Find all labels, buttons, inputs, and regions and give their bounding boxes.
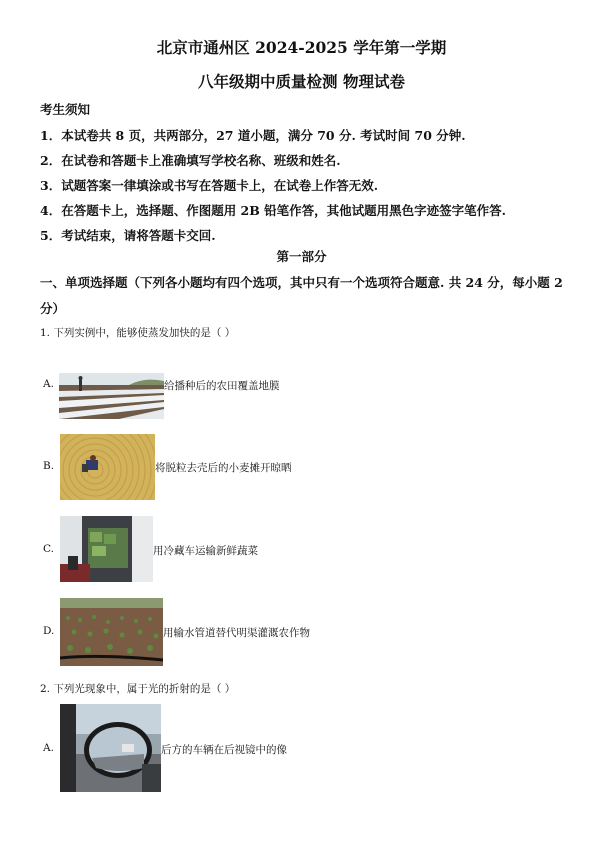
q1-option-b-text: 将脱粒去壳后的小麦摊开晾晒: [155, 462, 292, 474]
q2-option-a-label: A.: [43, 742, 54, 754]
q1-option-d-text: 用输水管道替代明渠灌溉农作物: [163, 627, 310, 639]
notice-rule-1: 1．本试卷共 8 页，共两部分，27 道小题，满分 70 分. 考试时间 70 分钟.: [40, 128, 466, 143]
q1-option-b-label: B.: [43, 460, 55, 472]
section-heading-cont: 分）: [40, 301, 66, 316]
exam-title-line2: 八年级期中质量检测 物理试卷: [198, 72, 405, 91]
q1-option-a-text: 给播种后的农田覆盖地膜: [164, 380, 280, 392]
refrigerated-truck-image: [60, 516, 153, 582]
part-heading: 第一部分: [276, 249, 327, 264]
irrigation-pipe-field-image: [60, 598, 163, 666]
q1-option-d-label: D.: [43, 625, 55, 637]
drying-wheat-image: [60, 434, 155, 500]
notice-rule-4: 4．在答题卡上，选择题、作图题用 2B 铅笔作答，其他试题用黑色字迹签字笔作答.: [40, 203, 507, 218]
notice-rule-3: 3．试题答案一律填涂或书写在答题卡上，在试卷上作答无效.: [40, 178, 379, 193]
q1-option-c-text: 用冷藏车运输新鲜蔬菜: [153, 545, 258, 557]
notice-rule-2: 2．在试卷和答题卡上准确填写学校名称、班级和姓名.: [40, 153, 341, 168]
section-heading: 一、单项选择题（下列各小题均有四个选项，其中只有一个选项符合题意. 共 24 分，每小题 2: [40, 275, 563, 290]
notice-heading: 考生须知: [40, 102, 91, 117]
plastic-mulch-field-image: [59, 373, 164, 419]
q1-option-c-label: C.: [43, 543, 54, 555]
q2-option-a-text: 后方的车辆在后视镜中的像: [161, 744, 287, 756]
question-1-stem: 1. 下列实例中，能够使蒸发加快的是（ ）: [40, 327, 236, 339]
notice-rule-5: 5．考试结束，请将答题卡交回.: [40, 228, 216, 243]
question-2-stem: 2. 下列光现象中，属于光的折射的是（ ）: [40, 683, 236, 695]
exam-title-line1: 北京市通州区 2024-2025 学年第一学期: [156, 38, 447, 57]
side-mirror-image: [60, 704, 161, 792]
q1-option-a-label: A.: [43, 378, 54, 390]
